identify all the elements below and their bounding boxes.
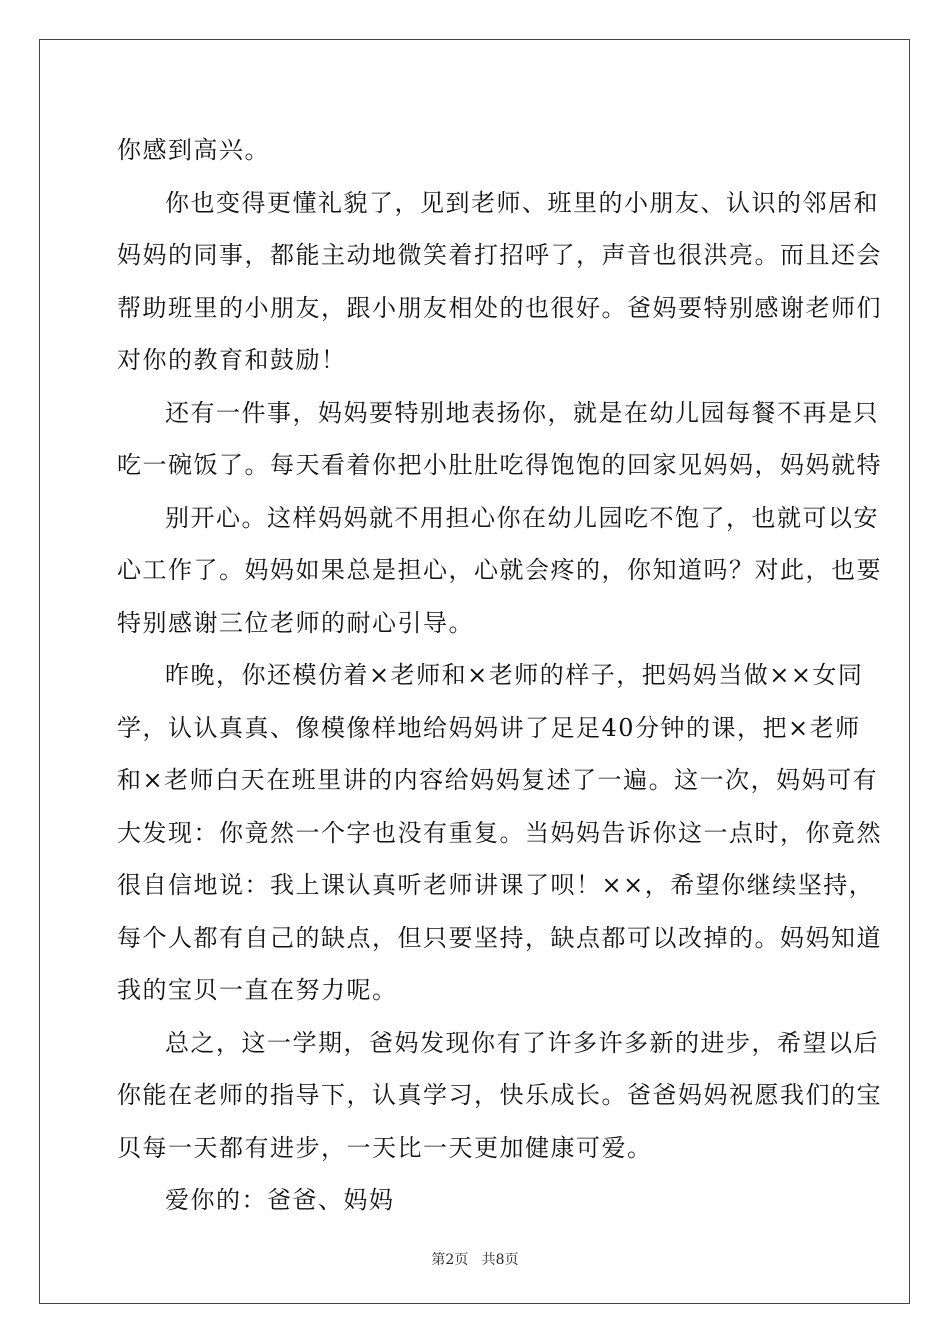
text-line: 还有一件事，妈妈要特别地表扬你，就是在幼儿园每餐不再是只 xyxy=(165,398,879,427)
text-line: 帮助班里的小朋友，跟小朋友相处的也很好。爸妈要特别感谢老师们 xyxy=(117,293,882,322)
text-line: 爱你的：爸爸、妈妈 xyxy=(165,1186,395,1214)
text-line: 很自信地说：我上课认真听老师讲课了呗！××，希望你继续坚持， xyxy=(117,871,875,899)
text-line: 你能在老师的指导下，认真学习，快乐成长。爸爸妈妈祝愿我们的宝 xyxy=(117,1081,882,1109)
text-line: 昨晚，你还模仿着×老师和×老师的样子，把妈妈当做××女同 xyxy=(165,661,864,689)
text-line: 贝每一天都有进步，一天比一天更加健康可爱。 xyxy=(117,1133,653,1162)
text-line: 你感到高兴。 xyxy=(117,136,270,164)
text-line: 妈妈的同事，都能主动地微笑着打招呼了，声音也很洪亮。而且还会 xyxy=(117,241,882,269)
text-line: 我的宝贝一直在努力呢。 xyxy=(117,976,398,1004)
text-line: 和×老师白天在班里讲的内容给妈妈复述了一遍。这一次，妈妈可有 xyxy=(117,766,879,794)
text-line: 大发现：你竟然一个字也没有重复。当妈妈告诉你这一点时，你竟然 xyxy=(117,818,882,847)
text-line: 吃一碗饭了。每天看着你把小肚肚吃得饱饱的回家见妈妈，妈妈就特 xyxy=(117,451,882,479)
document-body xyxy=(117,124,882,1227)
text-line: 学，认认真真、像模像样地给妈妈讲了足足40分钟的课，把×老师 xyxy=(117,713,861,742)
text-line: 每个人都有自己的缺点，但只要坚持，缺点都可以改掉的。妈妈知道 xyxy=(117,923,882,952)
text-line: 特别感谢三位老师的耐心引导。 xyxy=(117,608,474,637)
text-line: 别开心。这样妈妈就不用担心你在幼儿园吃不饱了，也就可以安 xyxy=(165,503,879,532)
text-line: 心工作了。妈妈如果总是担心，心就会疼的，你知道吗？对此，也要 xyxy=(117,556,882,584)
page-number: 第2页 共8页 xyxy=(431,1252,519,1268)
text-line: 你也变得更懂礼貌了，见到老师、班里的小朋友、认识的邻居和 xyxy=(165,188,879,217)
text-line: 总之，这一学期，爸妈发现你有了许多许多新的进步，希望以后 xyxy=(165,1028,879,1057)
text-line: 对你的教育和鼓励！ xyxy=(117,346,347,374)
